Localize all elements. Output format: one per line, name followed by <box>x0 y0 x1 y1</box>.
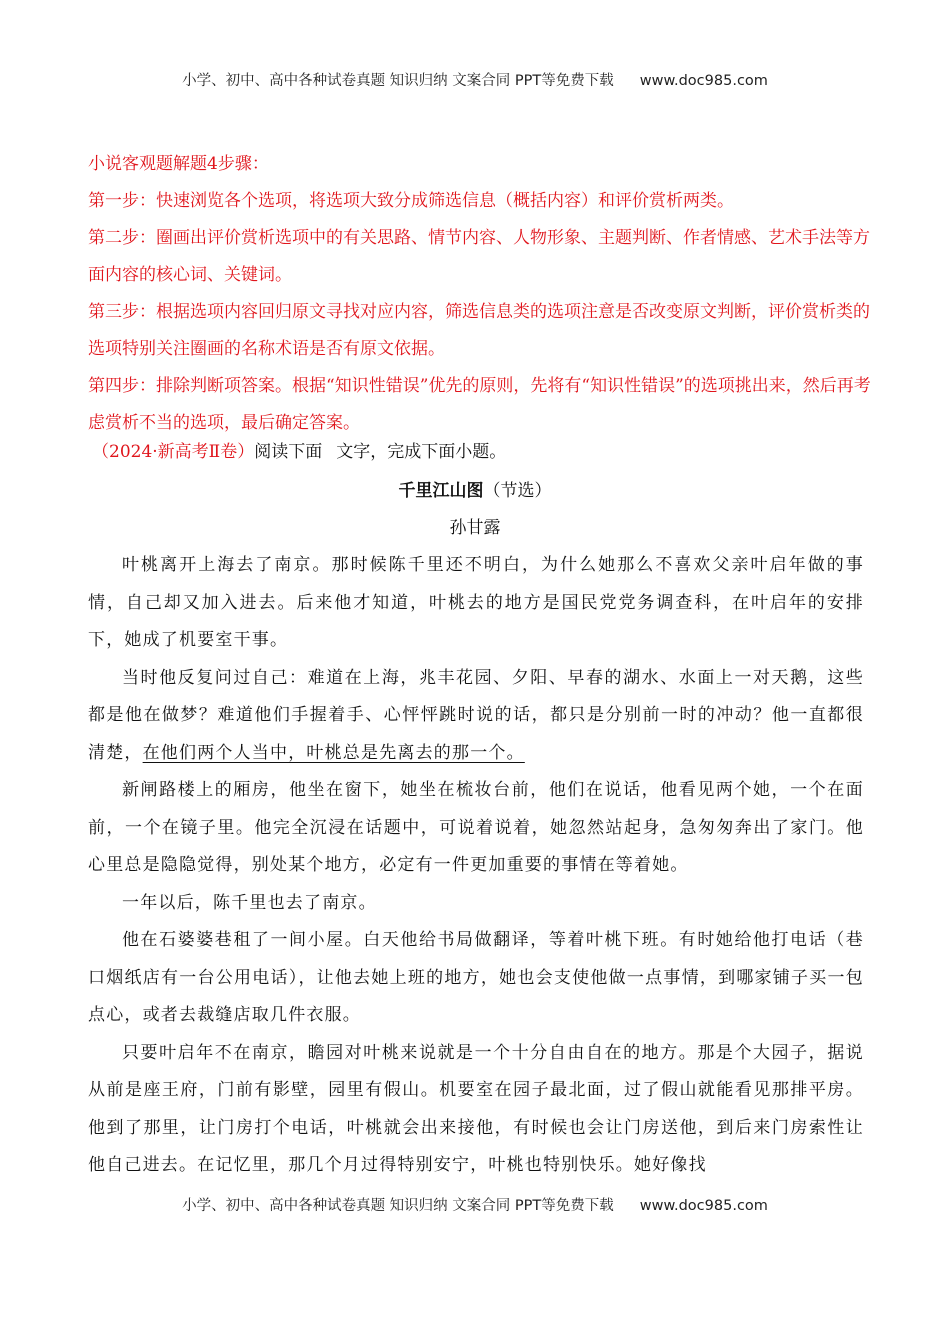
page-header <box>0 69 950 90</box>
page-footer <box>0 1194 950 1215</box>
article-title-main: 千里江山图 <box>398 481 484 501</box>
tips-step-3: 第三步：根据选项内容回归原文寻找对应内容，筛选信息类的选项注意是否改变原文判断，评价赏析类的选项特别关注圈画的名称术语是否有原文依据。 <box>88 302 870 359</box>
article-title <box>0 477 950 505</box>
paragraph-2-text: 当时他反复问过自己：难道在上海，兆丰花园、夕阳、早春的湖水、水面上一对天鹅，这些都是他在做梦？难道他们手握着手、心怦怦跳时说的话，都只是分别前一时的冲动？他一直都很清楚， <box>88 667 864 763</box>
question-instruction-a: 阅读下面 <box>254 442 323 462</box>
article-paragraph-6: 只要叶启年不在南京，瞻园对叶桃来说就是一个十分自由自在的地方。那是个大园子，据说从前是座王府，门前有影壁，园里有假山。机要室在园子最北面，过了假山就能看见那排平房。他到了那里，让门房打个电话，叶桃就会出来接他，有时候也会让门房送他，到后来门房索性让他自己进去。在记忆里，那几个月过得特别安宁，叶桃也特别快乐。她好像找 <box>88 1042 864 1175</box>
footer-text: 小学、初中、高中各种试卷真题 知识归纳 文案合同 PPT等免费下载 <box>182 1198 614 1214</box>
underlined-sentence: 在他们两个人当中，叶桃总是先离去的那一个。 <box>142 742 525 763</box>
header-url-link[interactable]: www.doc985.com <box>639 73 768 89</box>
footer-url-link[interactable]: www.doc985.com <box>639 1198 768 1214</box>
header-text: 小学、初中、高中各种试卷真题 知识归纳 文案合同 PPT等免费下载 <box>182 73 614 89</box>
tips-step-4: 第四步：排除判断项答案。根据“知识性错误”优先的原则，先将有“知识性错误”的选项挑出来，然后再考虑赏析不当的选项，最后确定答案。 <box>88 376 871 433</box>
question-source: （2024·新高考Ⅱ卷） <box>92 442 255 462</box>
solving-tips <box>88 146 878 442</box>
tips-step-1: 第一步：快速浏览各个选项，将选项大致分成筛选信息（概括内容）和评价赏析两类。 <box>88 191 734 211</box>
article-paragraph-2 <box>88 660 864 773</box>
question-instruction-b: 文字，完成下面小题。 <box>336 442 507 462</box>
article-title-note: （节选） <box>483 481 552 501</box>
article-body <box>88 547 864 1185</box>
article-author: 孙甘露 <box>449 518 501 538</box>
article-paragraph-4: 一年以后，陈千里也去了南京。 <box>122 892 377 913</box>
article-paragraph-5: 他在石婆婆巷租了一间小屋。白天他给书局做翻译，等着叶桃下班。有时她给他打电话（巷口烟纸店有一台公用电话），让他去她上班的地方，她也会支使他做一点事情，到哪家铺子买一包点心，或者去裁缝店取几件衣服。 <box>88 930 864 1025</box>
article-paragraph-1: 叶桃离开上海去了南京。那时候陈千里还不明白，为什么她那么不喜欢父亲叶启年做的事情，自己却又加入进去。后来他才知道，叶桃去的地方是国民党党务调查科，在叶启年的安排下，她成了机要室干事。 <box>88 555 864 650</box>
tips-step-2: 第二步：圈画出评价赏析选项中的有关思路、情节内容、人物形象、主题判断、作者情感、艺术手法等方面内容的核心词、关键词。 <box>88 228 870 285</box>
tips-title: 小说客观题解题4步骤： <box>88 154 269 174</box>
article-paragraph-3: 新闸路楼上的厢房，他坐在窗下，她坐在梳妆台前，他们在说话，他看见两个她，一个在面前，一个在镜子里。他完全沉浸在话题中，可说着说着，她忽然站起身，急匆匆奔出了家门。他心里总是隐隐觉得，别处某个地方，必定有一件更加重要的事情在等着她。 <box>88 780 864 875</box>
question-source-line <box>92 438 872 466</box>
